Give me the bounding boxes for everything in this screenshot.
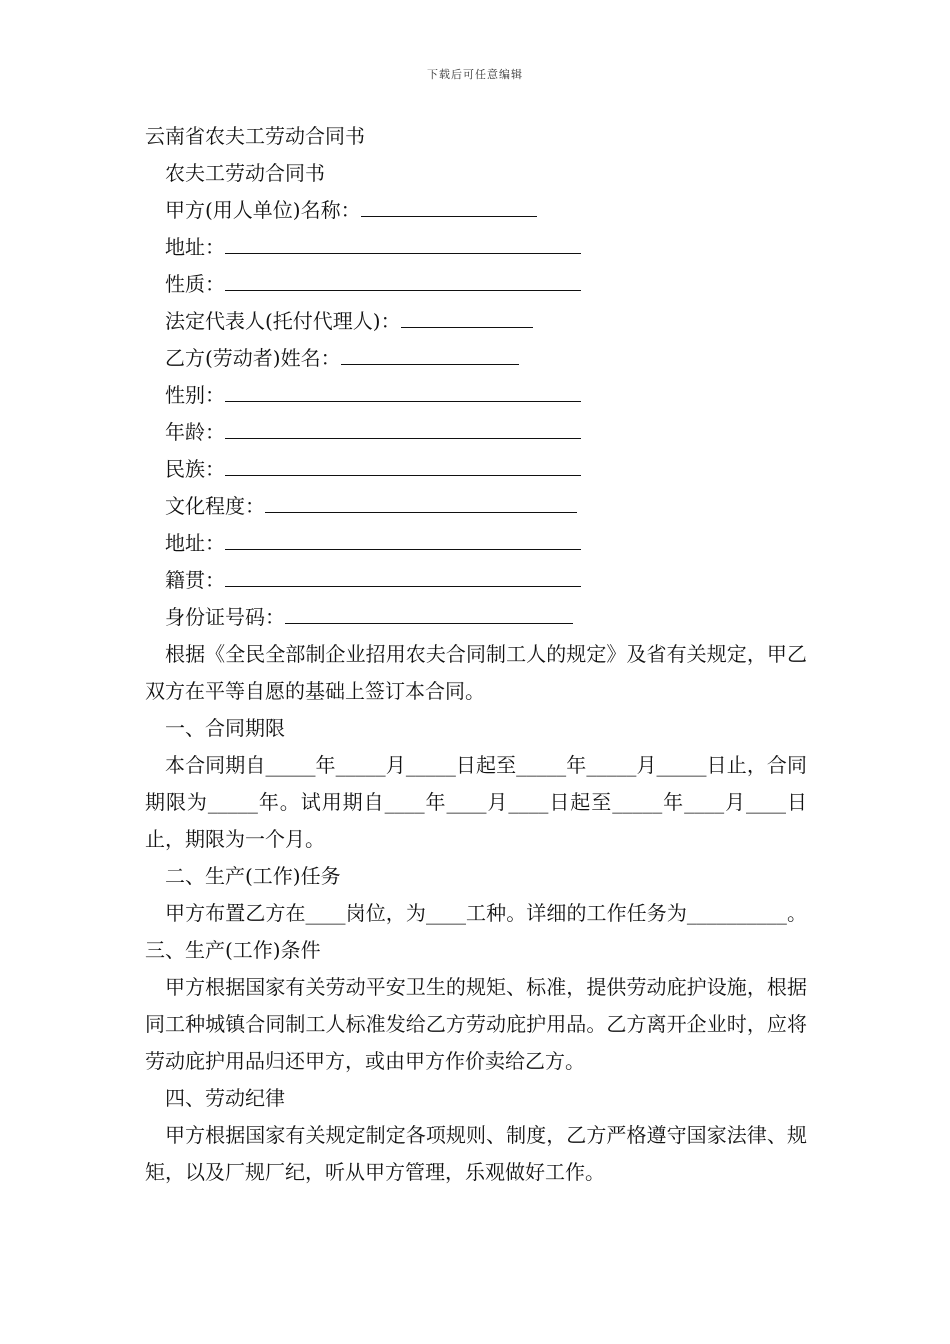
field-label: 地址： [165, 235, 225, 259]
field-legal-representative [145, 303, 807, 340]
field-blank [265, 492, 577, 513]
field-label: 年龄： [165, 420, 225, 444]
field-label: 文化程度： [165, 494, 265, 518]
intro-paragraph: 根据《全民全部制企业招用农夫合同制工人的规定》及省有关规定，甲乙双方在平等自愿的基础上签订本合同。 [145, 642, 807, 703]
field-label: 法定代表人(托付代理人)： [165, 309, 401, 333]
section-2-heading: 二、生产(工作)任务 [165, 864, 341, 888]
field-party-a-name [145, 192, 807, 229]
field-label: 民族： [165, 457, 225, 481]
field-blank [341, 344, 519, 365]
field-label: 乙方(劳动者)姓名： [165, 346, 341, 370]
section-2-body: 甲方布置乙方在____岗位，为____工种。详细的工作任务为__________。三、生产(工作)条件 [145, 901, 807, 962]
field-blank [225, 418, 581, 439]
field-native-place [145, 562, 807, 599]
field-label: 地址： [165, 531, 225, 555]
field-party-a-nature [145, 266, 807, 303]
field-party-b-address [145, 525, 807, 562]
field-label: 甲方(用人单位)名称： [165, 198, 361, 222]
field-blank [225, 233, 581, 254]
field-blank [225, 455, 581, 476]
field-label: 性别： [165, 383, 225, 407]
section-4-heading: 四、劳动纪律 [165, 1086, 285, 1110]
field-education [145, 488, 807, 525]
field-label: 籍贯： [165, 568, 225, 592]
field-blank [225, 270, 581, 291]
document-body [145, 118, 807, 1191]
field-id-number [145, 599, 807, 636]
field-age [145, 414, 807, 451]
document-subtitle: 农夫工劳动合同书 [165, 161, 325, 185]
document-title: 云南省农夫工劳动合同书 [145, 124, 365, 148]
field-ethnicity [145, 451, 807, 488]
section-1-body: 本合同期自_____年_____月_____日起至_____年_____月_____日止，合同期限为_____年。试用期自____年____月____日起至_____年____月____日止，期限为一个月。 [145, 753, 807, 851]
field-label: 身份证号码： [165, 605, 285, 629]
field-gender [145, 377, 807, 414]
field-blank [361, 196, 537, 217]
field-blank [225, 381, 581, 402]
field-party-b-name [145, 340, 807, 377]
field-label: 性质： [165, 272, 225, 296]
field-blank [225, 566, 581, 587]
section-4-body: 甲方根据国家有关规定制定各项规则、制度，乙方严格遵守国家法律、规矩，以及厂规厂纪，听从甲方管理，乐观做好工作。 [145, 1123, 807, 1184]
section-1-heading: 一、合同期限 [165, 716, 285, 740]
field-blank [285, 603, 573, 624]
field-blank [225, 529, 581, 550]
header-note: 下载后可任意编辑 [427, 68, 523, 81]
field-blank [401, 307, 533, 328]
section-3-body: 甲方根据国家有关劳动平安卫生的规矩、标准，提供劳动庇护设施，根据同工种城镇合同制工人标准发给乙方劳动庇护用品。乙方离开企业时，应将劳动庇护用品归还甲方，或由甲方作价卖给乙方。 [145, 975, 807, 1073]
field-party-a-address [145, 229, 807, 266]
